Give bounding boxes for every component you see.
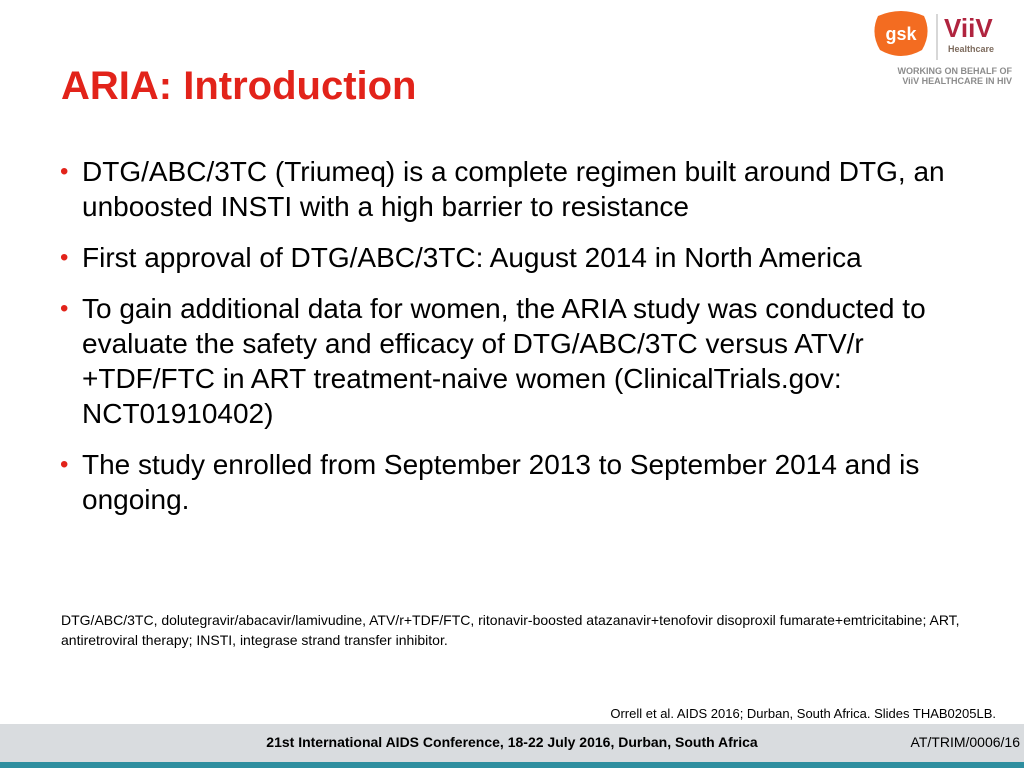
gsk-logo-text: gsk	[885, 24, 917, 44]
slide-title: ARIA: Introduction	[61, 64, 417, 108]
footer-conference: 21st International AIDS Conference, 18-22 July 2016, Durban, South Africa	[266, 734, 758, 750]
working-line-2: ViiV HEALTHCARE IN HIV	[902, 76, 1012, 86]
viiv-logo	[944, 10, 1008, 62]
gsk-logo	[872, 8, 930, 58]
bullet-marker-icon: •	[60, 295, 69, 322]
footer-stripe	[0, 762, 1024, 768]
footer-code: AT/TRIM/0006/16	[910, 734, 1020, 750]
bullet-item	[58, 240, 978, 275]
working-on-behalf-text	[872, 66, 1012, 86]
bullet-item	[58, 447, 978, 517]
viiv-logo-text: ViiV	[944, 13, 993, 43]
bullet-marker-icon: •	[60, 158, 69, 185]
bullet-text: The study enrolled from September 2013 to September 2014 and is ongoing.	[82, 449, 920, 515]
logo-divider	[936, 14, 938, 60]
reference-citation: Orrell et al. AIDS 2016; Durban, South Africa. Slides THAB0205LB.	[610, 706, 996, 721]
bullet-list	[58, 154, 978, 533]
viiv-logo-subtext: Healthcare	[948, 44, 995, 54]
logo-area	[872, 8, 1012, 90]
bullet-marker-icon: •	[60, 244, 69, 271]
bullet-text: To gain additional data for women, the ARIA study was conducted to evaluate the safety and efficacy of DTG/ABC/3TC versus ATV/r +TDF/FTC in ART treatment-naive women (ClinicalTrials.gov: NCT01910402)	[82, 293, 926, 429]
abbreviations-note: DTG/ABC/3TC, dolutegravir/abacavir/lamivudine, ATV/r+TDF/FTC, ritonavir-boosted atazanavir+tenofovir disoproxil fumarate+emtricitabine; ART, antiretroviral therapy; INSTI, integrase strand transfer inhibitor.	[61, 612, 960, 648]
bullet-text: First approval of DTG/ABC/3TC: August 2014 in North America	[82, 242, 862, 273]
bullet-item	[58, 291, 978, 431]
bullet-marker-icon: •	[60, 451, 69, 478]
working-line-1: WORKING ON BEHALF OF	[897, 66, 1012, 76]
footer-bar	[0, 724, 1024, 762]
bullet-text: DTG/ABC/3TC (Triumeq) is a complete regimen built around DTG, an unboosted INSTI with a high barrier to resistance	[82, 156, 945, 222]
bullet-item	[58, 154, 978, 224]
